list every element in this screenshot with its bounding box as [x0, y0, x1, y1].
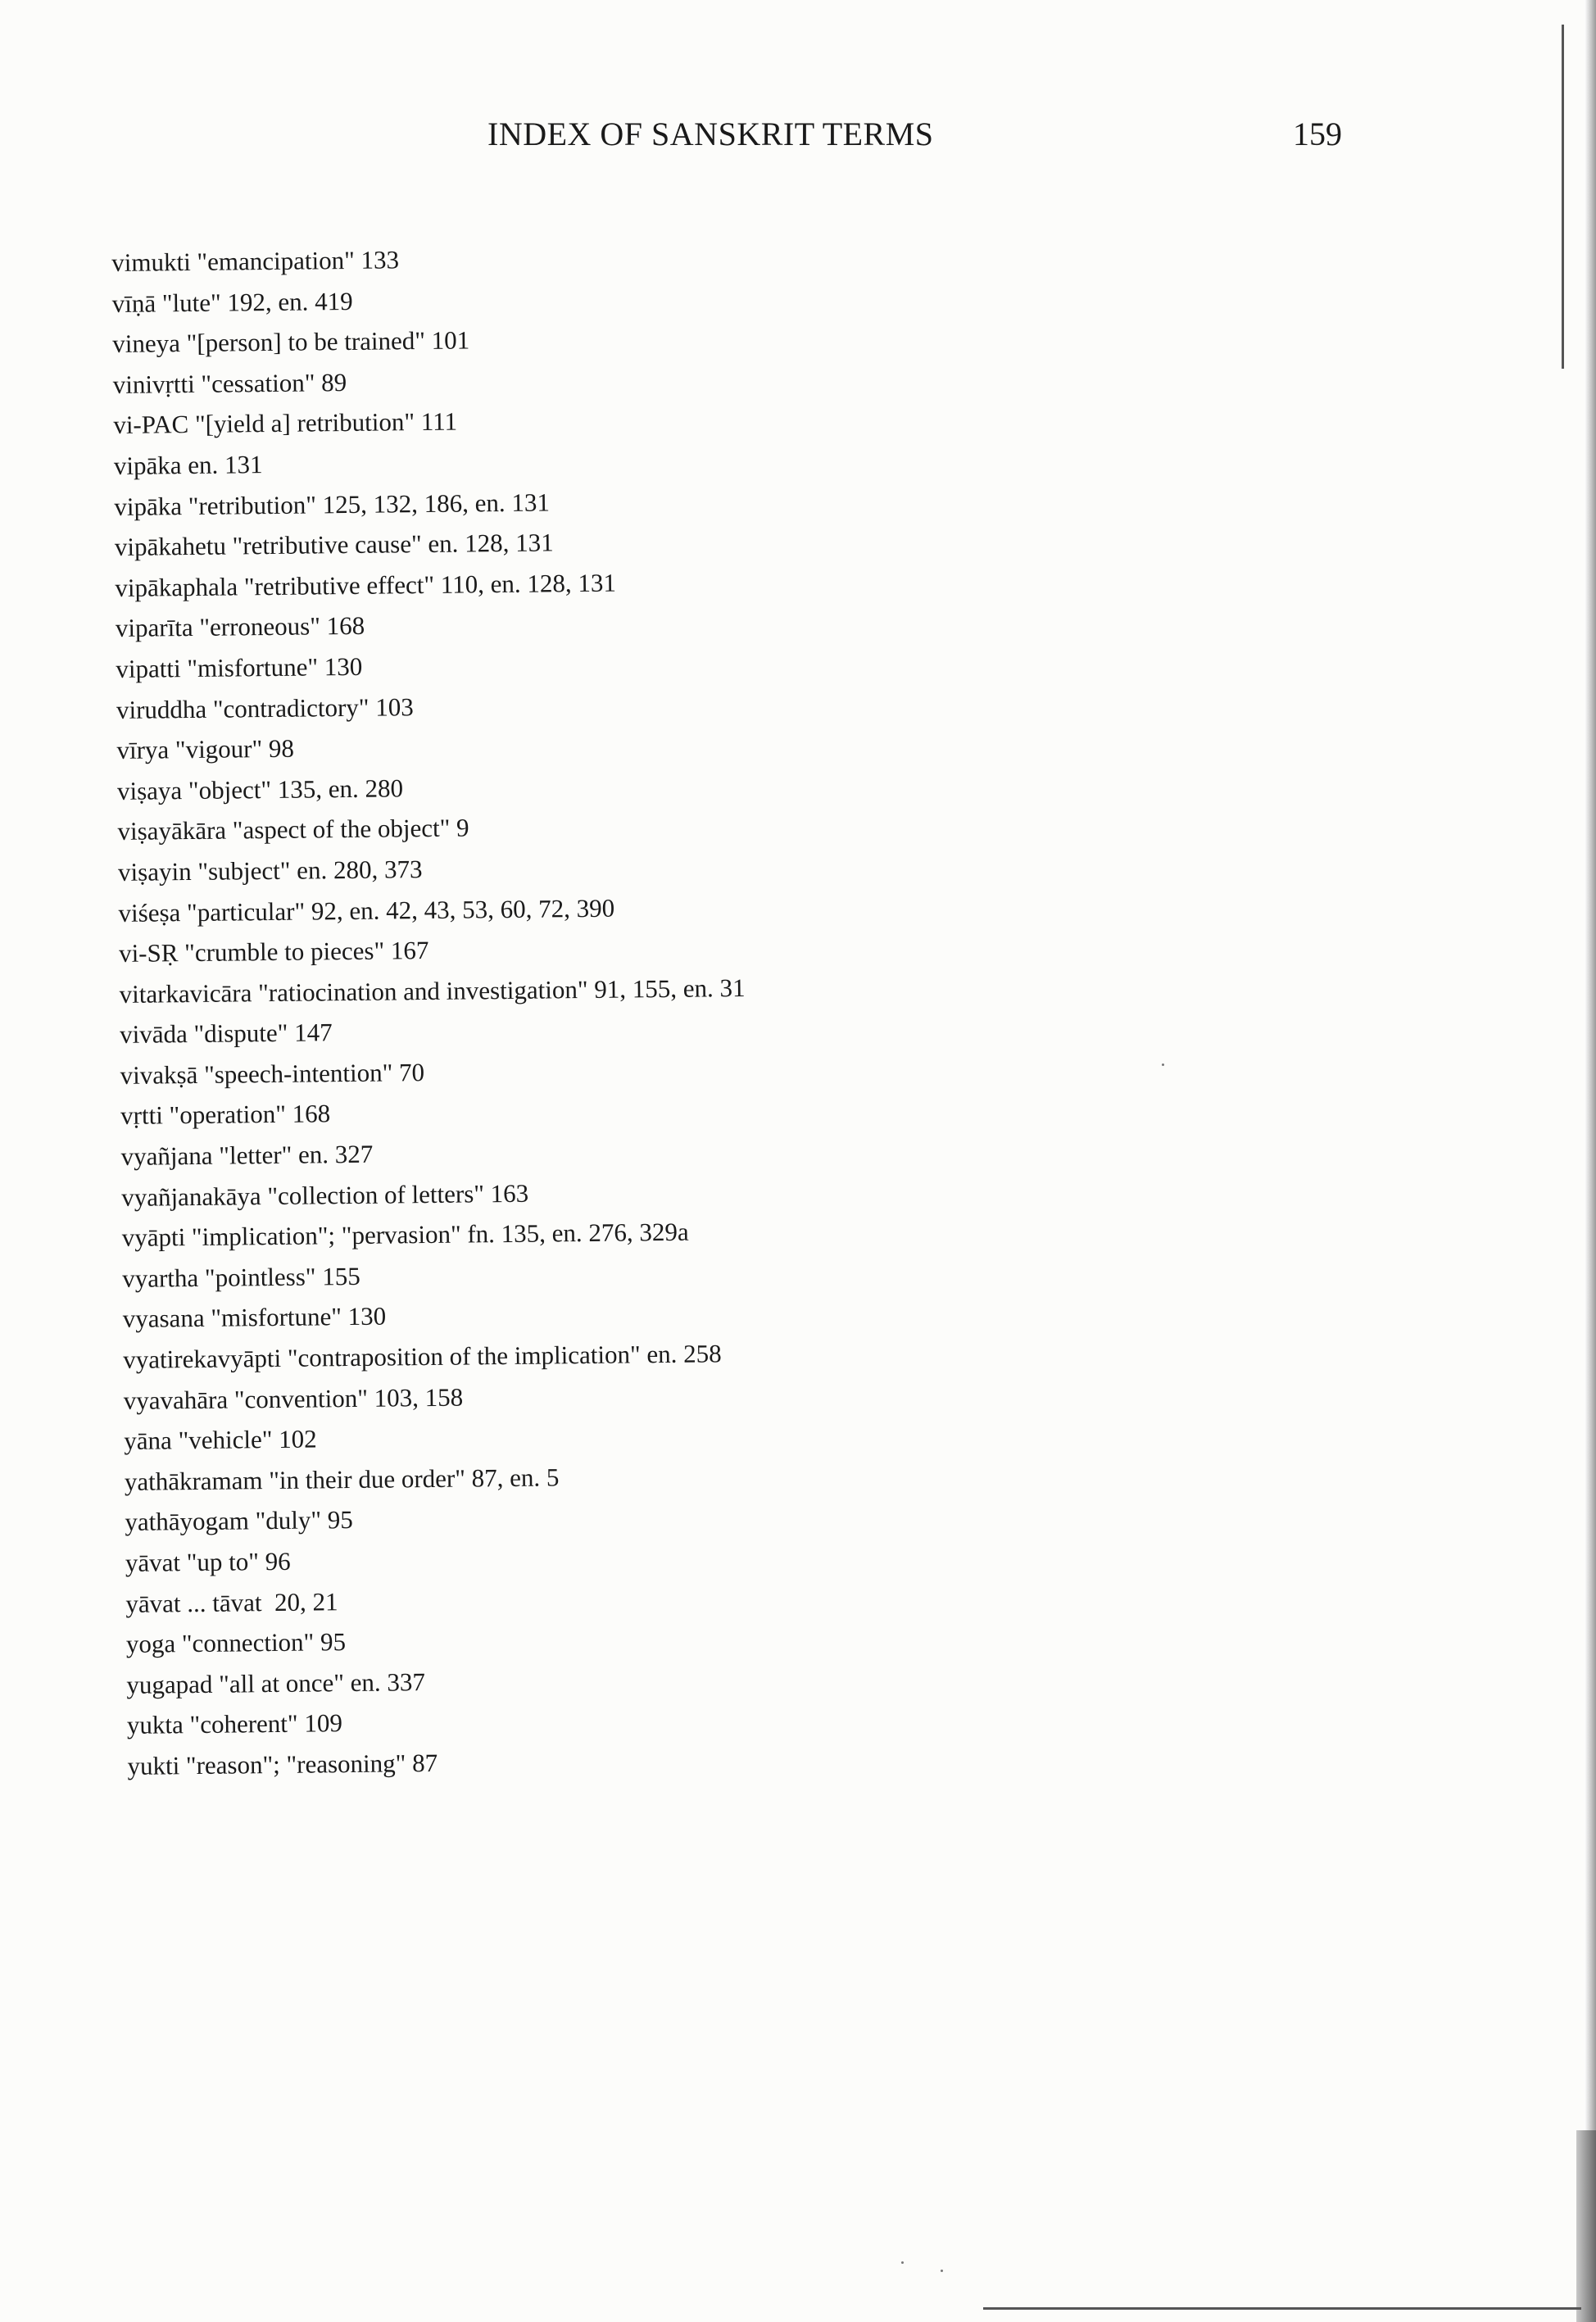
scan-corner-shadow — [1576, 2130, 1596, 2322]
index-entry: vinivṛtti "cessation" 89 — [112, 367, 347, 399]
index-entry: yathākramam "in their due order" 87, en. 5 — [124, 1463, 560, 1496]
index-entry: yukti "reason"; "reasoning" 87 — [127, 1748, 438, 1780]
index-entry: vyāpti "implication"; "pervasion" fn. 135, en. 276, 329a — [121, 1217, 689, 1253]
running-head: INDEX OF SANSKRIT TERMS — [487, 116, 934, 152]
index-entry: vyasana "misfortune" 130 — [122, 1302, 387, 1334]
index-entry: yoga "connection" 95 — [125, 1627, 347, 1659]
index-entry: vīrya "vigour" 98 — [116, 733, 295, 765]
index-entry: vimukti "emancipation" 133 — [111, 245, 400, 277]
index-entry: vyartha "pointless" 155 — [122, 1261, 360, 1293]
index-entry: yāna "vehicle" 102 — [124, 1424, 317, 1456]
index-entry: vipatti "misfortune" 130 — [116, 651, 363, 683]
index-entry: viṣayākāra "aspect of the object" 9 — [117, 813, 469, 846]
scan-edge-shadow — [1585, 0, 1596, 2322]
index-entry: yukta "coherent" 109 — [126, 1708, 343, 1740]
index-entry: vyavahāra "convention" 103, 158 — [123, 1382, 464, 1415]
page-number: 159 — [1293, 116, 1342, 152]
index-entry: yathāyogam "duly" 95 — [125, 1505, 353, 1537]
index-entry: vyañjana "letter" en. 327 — [120, 1139, 374, 1172]
index-entry: vṛtti "operation" 168 — [120, 1099, 331, 1131]
index-entry: yāvat "up to" 96 — [125, 1546, 291, 1577]
index-entry: vipākahetu "retributive cause" en. 128, 131 — [114, 528, 554, 562]
index-entry-list — [111, 229, 1357, 1786]
index-entry: vineya "[person] to be trained" 101 — [112, 325, 470, 359]
scan-edge-line — [1562, 25, 1564, 369]
index-entry: vivāda "dispute" 147 — [119, 1018, 333, 1050]
scan-speck — [901, 2261, 904, 2264]
index-entry: viparīta "erroneous" 168 — [115, 611, 365, 643]
scan-speck — [1162, 1063, 1164, 1066]
index-entry: vi-PAC "[yield a] retribution" 111 — [113, 406, 458, 440]
index-entry: yāvat ... tāvat 20, 21 — [125, 1586, 338, 1618]
index-entry: vyañjanakāya "collection of letters" 163 — [121, 1178, 529, 1212]
index-entry: vipāka "retribution" 125, 132, 186, en. 131 — [114, 487, 551, 521]
index-entry: viśeṣa "particular" 92, en. 42, 43, 53, 60, 72, 390 — [118, 893, 615, 927]
index-entry: vipākaphala "retributive effect" 110, en. 128, 131 — [115, 568, 617, 602]
scan-bottom-edge — [983, 2307, 1581, 2310]
index-entry: viruddha "contradictory" 103 — [116, 692, 414, 724]
index-entry: viṣayin "subject" en. 280, 373 — [117, 854, 423, 887]
index-entry: vivakṣā "speech-intention" 70 — [120, 1057, 425, 1090]
index-entry: vitarkavicāra "ratiocination and investigation" 91, 155, en. 31 — [119, 973, 746, 1009]
scan-speck — [941, 2270, 943, 2272]
index-entry: yugapad "all at once" en. 337 — [126, 1667, 426, 1699]
index-entry: vipāka en. 131 — [113, 450, 263, 480]
index-entry: vīṇā "lute" 192, en. 419 — [111, 286, 353, 318]
index-entry: vi-SṚ "crumble to pieces" 167 — [118, 936, 429, 968]
index-entry: vyatirekavyāpti "contraposition of the implication" en. 258 — [123, 1339, 722, 1374]
index-entry: viṣaya "object" 135, en. 280 — [116, 773, 404, 805]
